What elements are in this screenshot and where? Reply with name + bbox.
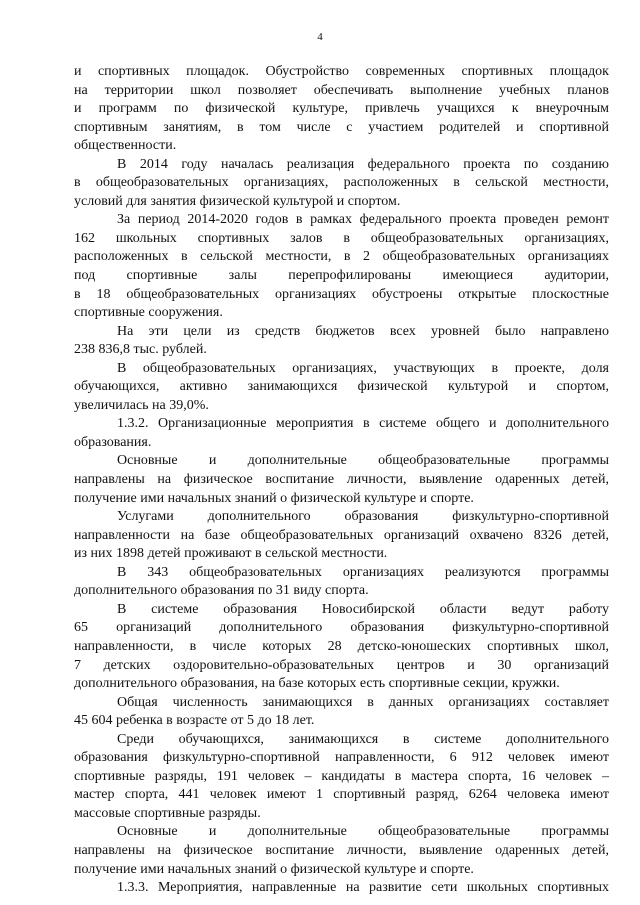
text-line: Услугами дополнительного образования физкультурно-спортивной [117, 509, 609, 525]
text-line: 7 детских оздоровительно-образовательных центров и 30 организаций [74, 657, 609, 673]
text-line: дополнительного образования, на базе которых есть спортивные секции, кружки. [74, 676, 560, 692]
text-line: дополнительного образования по 31 виду спорта. [74, 583, 369, 599]
paragraph [74, 452, 609, 508]
paragraph [74, 415, 609, 452]
text-line: В 343 общеобразовательных организациях реализуются программы [117, 564, 609, 580]
paragraph [74, 694, 609, 731]
text-line: массовые спортивные разряды. [74, 805, 261, 821]
paragraph [74, 731, 609, 824]
text-line: в общеобразовательных организациях, расположенных в сельской местности, [74, 175, 609, 191]
text-line: спортивные разряды, 191 человек – кандидаты в мастера спорта, 16 человек – [74, 768, 609, 784]
text-line: спортивным занятиям, в том числе с участием родителей и спортивной [74, 119, 609, 135]
paragraph [74, 823, 609, 879]
document-body [74, 63, 609, 898]
text-line: направлены на физическое воспитание личности, выявление одаренных детей, [74, 842, 609, 858]
text-line: мастер спорта, 441 человек имеют 1 спортивный разряд, 6264 человека имеют [74, 787, 609, 803]
paragraph [74, 508, 609, 564]
text-line: В 2014 году началась реализация федерального проекта по созданию [117, 156, 609, 172]
paragraph [74, 879, 609, 898]
text-line: 65 организаций дополнительного образования физкультурно-спортивной [74, 620, 609, 636]
text-line: на территории школ позволяет обеспечивать выполнение учебных планов [74, 82, 609, 98]
paragraph [74, 360, 609, 416]
text-line: 1.3.2. Организационные мероприятия в системе общего и дополнительного [117, 416, 609, 432]
text-line: образования. [74, 434, 152, 450]
text-line: обучающихся, активно занимающихся физической культурой и спортом, [74, 379, 609, 395]
text-line: 162 школьных спортивных залов в общеобразовательных организациях, [74, 230, 609, 246]
text-line: 238 836,8 тыс. рублей. [74, 342, 207, 358]
text-line: Основные и дополнительные общеобразовательные программы [117, 824, 609, 840]
text-line: спортивные сооружения. [74, 305, 223, 321]
text-line: 1.3.3. Мероприятия, направленные на развитие сети школьных спортивных [117, 880, 609, 896]
text-line: и спортивных площадок. Обустройство современных спортивных площадок [74, 64, 609, 79]
text-line: общественности. [74, 138, 177, 154]
text-line: увеличилась на 39,0%. [74, 397, 209, 413]
text-line: Основные и дополнительные общеобразовательные программы [117, 453, 609, 469]
paragraph [74, 601, 609, 694]
text-line: На эти цели из средств бюджетов всех уровней было направлено [117, 323, 609, 339]
paragraph [74, 156, 609, 212]
text-line: Среди обучающихся, занимающихся в системе дополнительного [117, 731, 609, 747]
text-line: направленности на базе общеобразовательных организаций охвачено 8326 детей, [74, 527, 609, 543]
text-line: расположенных в сельской местности, в 2 общеобразовательных организациях [74, 249, 609, 265]
text-line: условий для занятия физической культурой и спортом. [74, 193, 401, 209]
text-line: получение ими начальных знаний о физической культуре и спорте. [74, 861, 474, 877]
text-line: В общеобразовательных организациях, участвующих в проекте, доля [117, 360, 609, 376]
text-line: В системе образования Новосибирской области ведут работу [117, 601, 609, 617]
paragraph [74, 564, 609, 601]
text-line: направлены на физическое воспитание личности, выявление одаренных детей, [74, 472, 609, 488]
text-line: под спортивные залы перепрофилированы имеющиеся аудитории, [74, 268, 609, 284]
text-line: направленности, в числе которых 28 детско-юношеских спортивных школ, [74, 638, 609, 654]
paragraph [74, 63, 609, 156]
text-line: и программ по физической культуре, привлечь учащихся к внеурочным [74, 101, 609, 117]
page-number: 4 [317, 31, 323, 43]
text-line: из них 1898 детей проживают в сельской местности. [74, 546, 388, 562]
text-line: 45 604 ребенка в возрасте от 5 до 18 лет. [74, 713, 315, 729]
text-line: Общая численность занимающихся в данных организациях составляет [117, 694, 609, 710]
text-line: получение ими начальных знаний о физической культуре и спорте. [74, 490, 474, 506]
text-line: образования физкультурно-спортивной направленности, 6 912 человек имеют [74, 750, 609, 766]
text-line: За период 2014-2020 годов в рамках федерального проекта проведен ремонт [117, 212, 609, 228]
paragraph [74, 211, 609, 322]
text-line: в 18 общеобразовательных организациях обустроены открытые плоскостные [74, 286, 609, 302]
paragraph [74, 323, 609, 360]
